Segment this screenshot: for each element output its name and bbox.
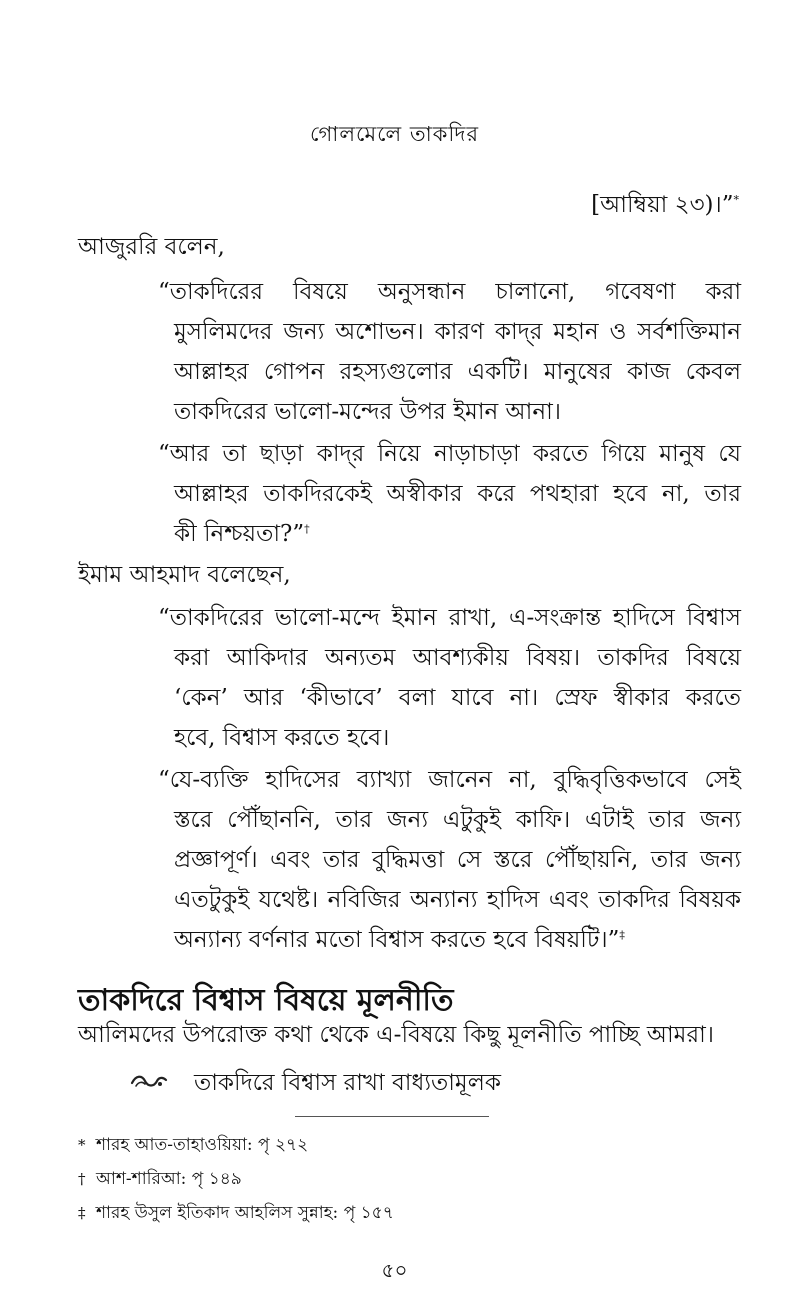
quote-line: আল্লাহর গোপন রহস্যগুলোর একটি। মানুষের কাজ কেবল [174,359,741,385]
citation-end [591,186,739,225]
footnote-3 [78,1200,394,1228]
quote-line: করা আকিদার অন্যতম আবশ্যকীয় বিষয়। তাকদির বিষয়ে [174,645,741,671]
quote-line: হবে, বিশ্বাস করতে হবে। [174,725,390,751]
footnote-ref-1: * [733,193,739,207]
ornament-icon [130,1071,168,1096]
citation-end-text: [আম্বিয়া ২৩)।” [591,192,734,218]
quote-line [158,920,741,960]
quote-line: “আর তা ছাড়া কাদ্‌র নিয়ে নাড়াচাড়া করতে গিয়ে মানুষ যে [158,441,741,467]
quote-line: “তাকদিরের বিষয়ে অনুসন্ধান চালানো, গবেষণা করা [158,279,741,305]
quote-line: ‘কেন’ আর ‘কীভাবে’ বলা যাবে না। স্রেফ স্বীকার করতে [174,685,741,711]
quote-line: স্তরে পৌঁছাননি, তার জন্য এটুকুই কাফি। এটাই তার জন্য [174,807,741,833]
bullet-item [130,1064,501,1103]
quote-ajurri-1 [158,272,741,432]
footnote-mark: ‡ [78,1204,86,1222]
quote-line: আল্লাহর তাকদিরকেই অস্বীকার করে পথহারা হবে না, তার [174,481,741,507]
quote-line: “তাকদিরের ভালো-মন্দে ইমান রাখা, এ-সংক্রান্ত হাদিসে বিশ্বাস [158,605,741,631]
bullet-text: তাকদিরে বিশ্বাস রাখা বাধ্যতামূলক [194,1070,501,1096]
quote-ajurri-2 [158,434,741,554]
quote-line: মুসলিমদের জন্য অশোভন। কারণ কাদ্‌র মহান ও সর্বশক্তিমান [174,319,741,345]
footnote-1 [78,1132,308,1160]
footnote-text: আশ-শারিআ: পৃ ১৪৯ [96,1169,242,1189]
quote-ahmad-2 [158,760,741,960]
page-number: ৫০ [381,1258,408,1282]
section-heading: তাকদিরে বিশ্বাস বিষয়ে মূলনীতি [78,983,454,1018]
quote-line-text: কী নিশ্চয়তা?” [174,521,305,547]
footnote-ref-2: † [304,522,310,536]
section-intro: আলিমদের উপরোক্ত কথা থেকে এ-বিষয়ে কিছু মূলনীতি পাচ্ছি আমরা। [78,1022,714,1048]
quote-line: তাকদিরের ভালো-মন্দের উপর ইমান আনা। [174,399,561,425]
quote-line [158,514,741,554]
footnote-mark: * [78,1136,86,1154]
footnote-divider [295,1116,489,1117]
footnote-text: শারহ আত-তাহাওয়িয়া: পৃ ২৭২ [96,1135,309,1155]
running-head: গোলমেলে তাকদির [309,122,479,146]
footnote-mark: † [78,1170,86,1188]
footnote-ref-3: ‡ [619,928,625,942]
quote-line: প্রজ্ঞাপূর্ণ। এবং তার বুদ্ধিমত্তা সে স্তরে পৌঁছায়নি, তার জন্য [174,847,741,873]
speaker-imam-ahmad: ইমাম আহমাদ বলেছেন, [78,562,291,588]
quote-ahmad-1 [158,598,741,758]
quote-line: “যে-ব্যক্তি হাদিসের ব্যাখ্যা জানেন না, বুদ্ধিবৃত্তিকভাবে সেই [158,767,741,793]
quote-line: এতটুকুই যথেষ্ট। নবিজির অন্যান্য হাদিস এবং তাকদির বিষয়ক [174,887,741,913]
quote-line-text: অন্যান্য বর্ণনার মতো বিশ্বাস করতে হবে বিষয়টি।” [174,927,620,953]
footnote-text: শারহ উসুল ইতিকাদ আহলিস সুন্নাহ: পৃ ১৫৭ [96,1203,394,1223]
footnote-2 [78,1166,242,1194]
speaker-ajurri: আজুররি বলেন, [78,234,225,260]
